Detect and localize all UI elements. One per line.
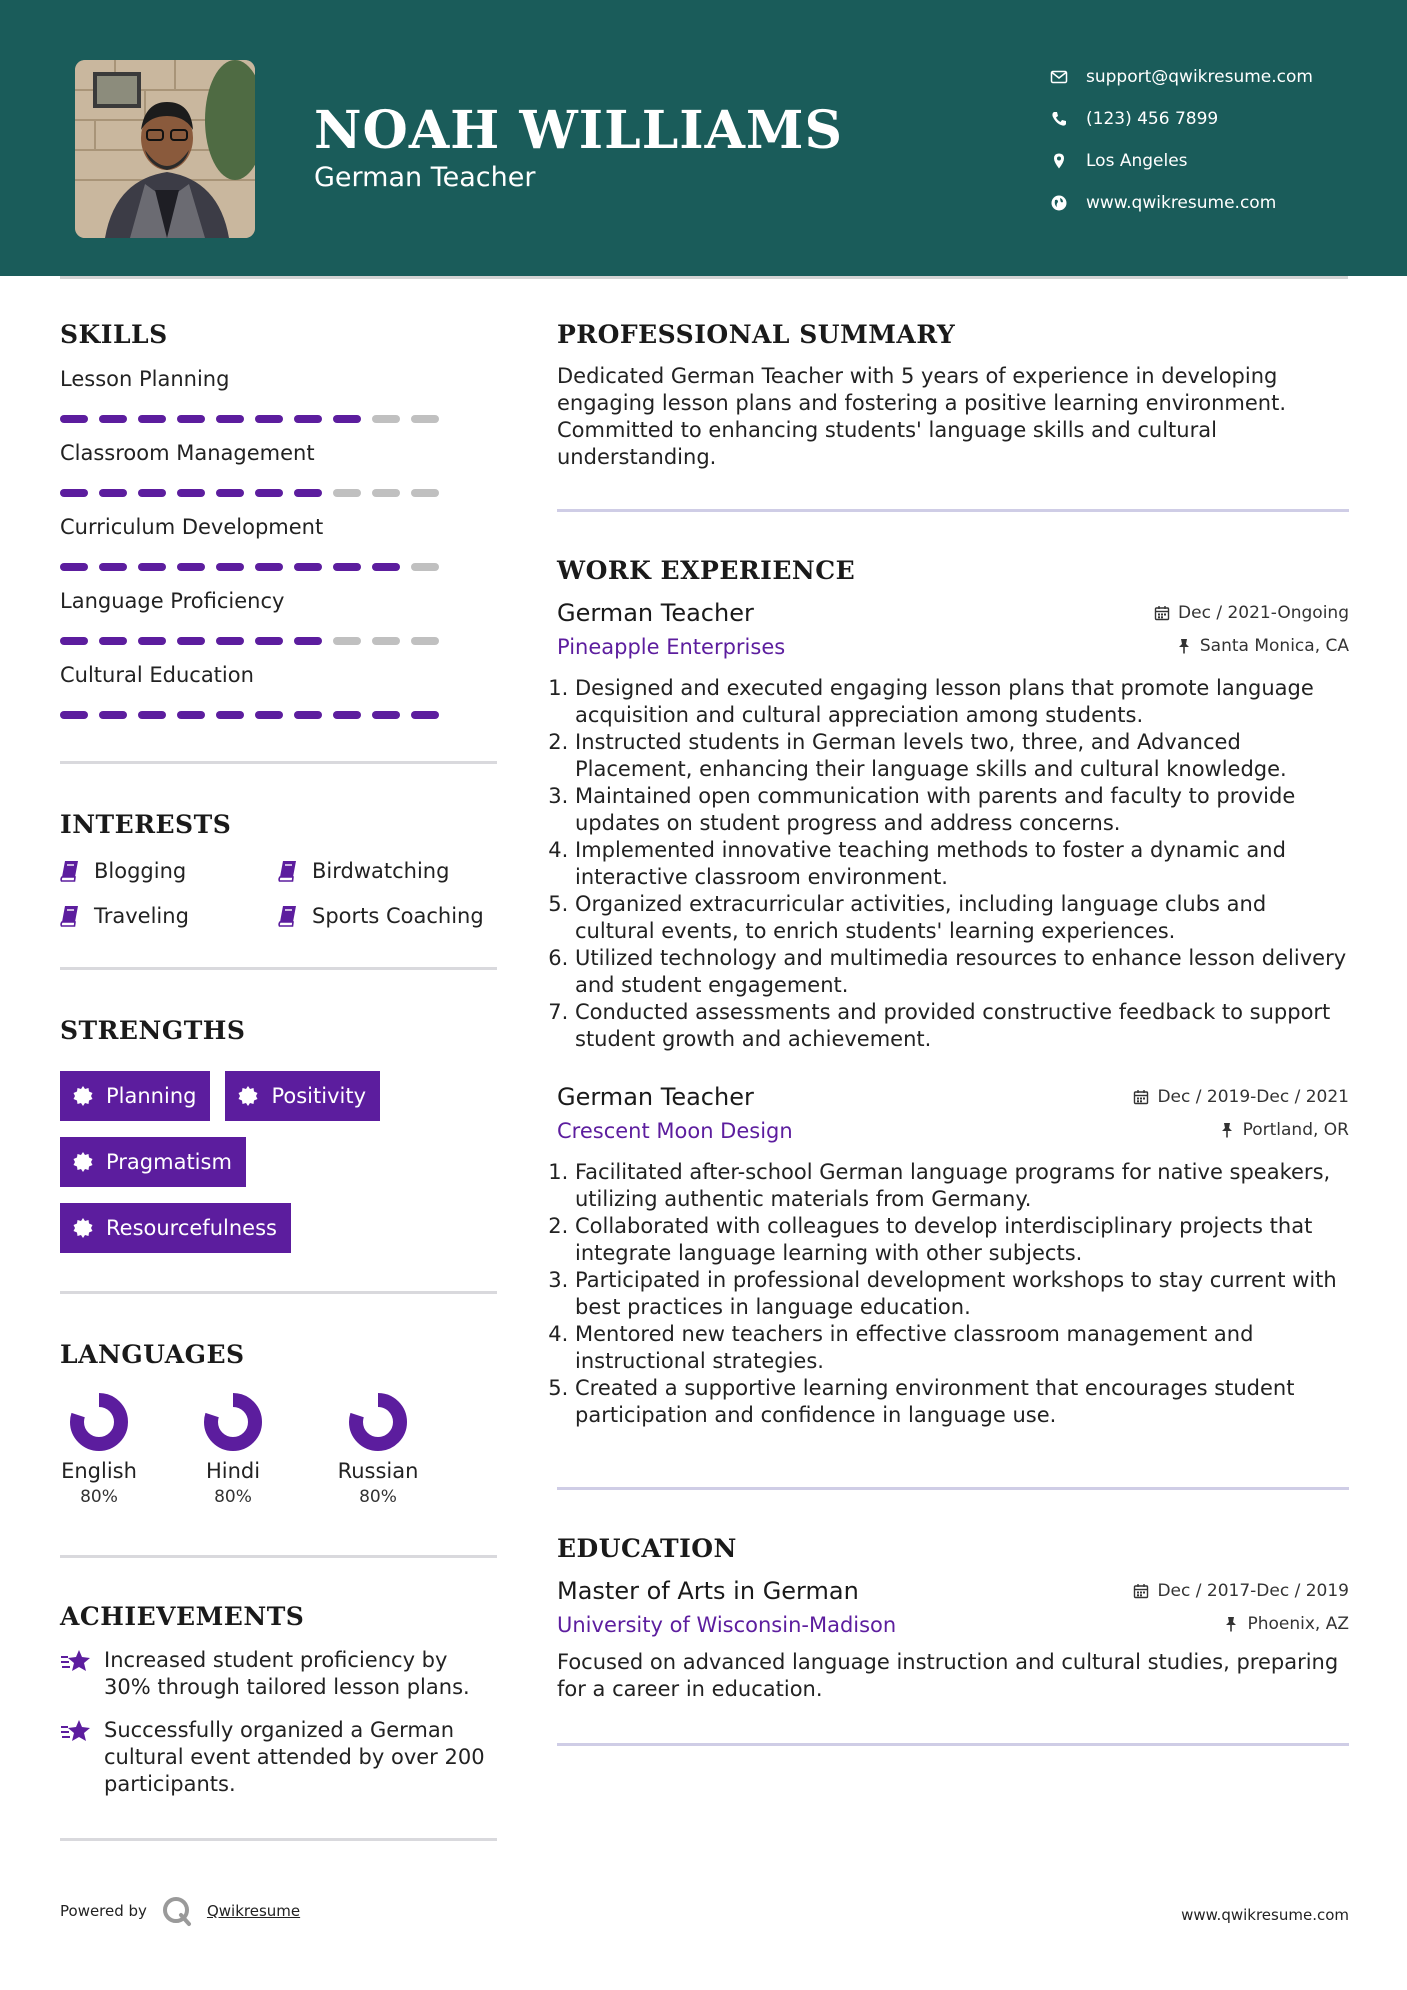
- strength-label: Positivity: [271, 1084, 366, 1108]
- header-divider: [60, 276, 1348, 279]
- contact-email-text: support@qwikresume.com: [1086, 67, 1313, 87]
- language-item: [60, 1391, 138, 1507]
- job-dates: [1133, 1087, 1349, 1107]
- skill-dot-filled: [60, 489, 88, 497]
- skill-dot-empty: [411, 637, 439, 645]
- skill-dot-filled: [294, 563, 322, 571]
- achievement-text: Successfully organized a German cultural event attended by over 200 participants.: [104, 1718, 485, 1796]
- language-ring-arc: [77, 1400, 121, 1444]
- badge-star-icon: [237, 1085, 259, 1107]
- skill-dot-filled: [60, 563, 88, 571]
- skill-dot-filled: [255, 563, 283, 571]
- interest-item: [60, 902, 278, 929]
- education-dates: [1133, 1581, 1349, 1601]
- job-dates-text: Dec / 2021-Ongoing: [1178, 603, 1349, 623]
- achievements-heading: ACHIEVEMENTS: [60, 1602, 305, 1631]
- skill-name: Lesson Planning: [60, 367, 230, 391]
- contact-phone[interactable]: [1050, 98, 1380, 140]
- job-location-text: Portland, OR: [1242, 1120, 1349, 1140]
- job-bullet: 4. Mentored new teachers in effective classroom management and instructional strategies.: [575, 1321, 1349, 1375]
- contact-phone-text: (123) 456 7899: [1086, 109, 1219, 129]
- job-bullet: 2. Collaborated with colleagues to develop interdisciplinary projects that integrate language learning with other subjects.: [575, 1213, 1349, 1267]
- job-bullet: 4. Implemented innovative teaching methods to foster a dynamic and interactive classroom environment.: [575, 837, 1349, 891]
- interest-label: Traveling: [94, 903, 189, 928]
- education-heading: EDUCATION: [557, 1534, 737, 1563]
- job-bullet: 1. Designed and executed engaging lesson plans that promote language acquisition and cultural appreciation among students.: [575, 675, 1349, 729]
- skill-dot-empty: [333, 637, 361, 645]
- section-divider: [60, 1838, 497, 1841]
- book-icon: [278, 905, 298, 927]
- job-bullet: 6. Utilized technology and multimedia resources to enhance lesson delivery and student engagement.: [575, 945, 1349, 999]
- skill-level-bar: [60, 637, 497, 645]
- job-entry: [557, 599, 1349, 1053]
- achievement-text: Increased student proficiency by 30% through tailored lesson plans.: [104, 1648, 470, 1699]
- contact-location: [1050, 140, 1380, 182]
- skill-dot-filled: [255, 711, 283, 719]
- skill-dot-filled: [138, 415, 166, 423]
- achievement-item: [60, 1647, 497, 1701]
- job-bullet: 5. Created a supportive learning environment that encourages student participation and confidence in language use.: [575, 1375, 1349, 1429]
- interest-label: Blogging: [94, 858, 187, 883]
- language-ring: [347, 1391, 409, 1453]
- strengths-section: [60, 1016, 497, 1269]
- skill-dot-filled: [294, 415, 322, 423]
- skill-dot-filled: [333, 415, 361, 423]
- education-section: [557, 1534, 1349, 1703]
- skill-dot-filled: [60, 637, 88, 645]
- skill-dot-filled: [255, 415, 283, 423]
- skill-dot-filled: [333, 563, 361, 571]
- strength-badge: [225, 1071, 380, 1121]
- interests-list: [60, 857, 497, 929]
- skill-dot-filled: [216, 489, 244, 497]
- right-column: [557, 320, 1349, 1746]
- phone-icon: [1050, 110, 1068, 128]
- job-bullet: 7. Conducted assessments and provided constructive feedback to support student growth and achievement.: [575, 999, 1349, 1053]
- job-dates: [1154, 603, 1349, 623]
- interest-item: [60, 857, 278, 884]
- section-divider: [60, 1291, 497, 1294]
- language-percent: 80%: [359, 1487, 397, 1507]
- badge-star-icon: [72, 1151, 94, 1173]
- company-name: Crescent Moon Design: [557, 1119, 793, 1143]
- section-divider: [557, 1487, 1349, 1490]
- language-name: English: [61, 1459, 137, 1483]
- profile-photo: [75, 60, 255, 238]
- skill-dot-empty: [411, 415, 439, 423]
- skill-dot-empty: [372, 489, 400, 497]
- qwikresume-link[interactable]: Qwikresume: [206, 1902, 301, 1920]
- achievements-section: [60, 1602, 497, 1798]
- calendar-icon: [1133, 1583, 1149, 1599]
- skill-dot-filled: [99, 563, 127, 571]
- skill-level-bar: [60, 563, 497, 571]
- contact-email[interactable]: [1050, 56, 1380, 98]
- education-location-text: Phoenix, AZ: [1247, 1614, 1349, 1634]
- pushpin-icon: [1176, 638, 1192, 654]
- skill-name: Curriculum Development: [60, 515, 324, 539]
- location-pin-icon: [1050, 152, 1068, 170]
- education-location: [1223, 1614, 1349, 1634]
- skill-dot-filled: [138, 563, 166, 571]
- achievement-item: [60, 1717, 497, 1798]
- job-entry: [557, 1083, 1349, 1429]
- badge-star-icon: [72, 1217, 94, 1239]
- language-percent: 80%: [80, 1487, 118, 1507]
- strength-label: Resourcefulness: [106, 1216, 277, 1240]
- skill-level-bar: [60, 415, 497, 423]
- skill-dot-filled: [255, 637, 283, 645]
- skill-dot-filled: [216, 711, 244, 719]
- resume-header: [0, 0, 1407, 276]
- skill-dot-filled: [177, 563, 205, 571]
- summary-section: [557, 320, 1349, 471]
- mail-icon: [1050, 68, 1068, 86]
- skill-dot-empty: [333, 489, 361, 497]
- contact-website[interactable]: [1050, 182, 1380, 224]
- skill-dot-filled: [177, 489, 205, 497]
- footer-website[interactable]: www.qwikresume.com: [1181, 1906, 1349, 1924]
- summary-text: Dedicated German Teacher with 5 years of experience in developing engaging lesson plans and fostering a positive learning environment. Committed to enhancing students' language skills and cultural understanding.: [557, 364, 1286, 469]
- skill-dot-filled: [177, 711, 205, 719]
- skill-dot-filled: [60, 415, 88, 423]
- skill-dot-filled: [99, 415, 127, 423]
- skill-dot-empty: [372, 637, 400, 645]
- skill-dot-filled: [411, 711, 439, 719]
- section-divider: [60, 761, 497, 764]
- skill-dot-filled: [99, 711, 127, 719]
- language-ring: [68, 1391, 130, 1453]
- company-name: Pineapple Enterprises: [557, 635, 786, 659]
- skill-level-bar: [60, 711, 497, 719]
- education-text: Focused on advanced language instruction and cultural studies, preparing for a career in education.: [557, 1650, 1339, 1701]
- school-name: University of Wisconsin-Madison: [557, 1613, 897, 1637]
- job-bullet: 2. Instructed students in German levels two, three, and Advanced Placement, enhancing their language skills and cultural knowledge.: [575, 729, 1349, 783]
- skill-dot-filled: [372, 563, 400, 571]
- skill-dot-filled: [255, 489, 283, 497]
- job-location-text: Santa Monica, CA: [1199, 636, 1349, 656]
- candidate-title: German Teacher: [314, 162, 536, 193]
- language-name: Hindi: [205, 1459, 261, 1483]
- interest-label: Sports Coaching: [312, 903, 484, 928]
- book-icon: [278, 860, 298, 882]
- star-trophy-icon: [60, 1717, 94, 1747]
- skill-dot-filled: [333, 711, 361, 719]
- job-dates-text: Dec / 2019-Dec / 2021: [1157, 1087, 1349, 1107]
- languages-list: [60, 1391, 497, 1507]
- experience-section: [557, 556, 1349, 1429]
- skills-list: [60, 367, 497, 719]
- skill-dot-filled: [294, 711, 322, 719]
- job-bullets: [557, 1159, 1349, 1429]
- language-item: [194, 1391, 272, 1507]
- summary-heading: PROFESSIONAL SUMMARY: [557, 320, 956, 349]
- skill-dot-filled: [138, 489, 166, 497]
- language-ring-arc: [211, 1400, 255, 1444]
- strength-badge: [60, 1203, 291, 1253]
- skill-dot-empty: [372, 415, 400, 423]
- interest-item: [278, 902, 496, 929]
- skill-dot-filled: [216, 637, 244, 645]
- section-divider: [557, 509, 1349, 512]
- strength-label: Pragmatism: [106, 1150, 232, 1174]
- book-icon: [60, 905, 80, 927]
- powered-by-label: Powered by: [60, 1902, 147, 1920]
- contact-list: [1050, 56, 1380, 224]
- experience-heading: WORK EXPERIENCE: [557, 556, 856, 585]
- education-dates-text: Dec / 2017-Dec / 2019: [1157, 1581, 1349, 1601]
- skill-dot-empty: [411, 563, 439, 571]
- language-percent: 80%: [214, 1487, 252, 1507]
- skill-dot-filled: [60, 711, 88, 719]
- strength-badge: [60, 1071, 210, 1121]
- job-location: [1176, 636, 1349, 656]
- calendar-icon: [1133, 1089, 1149, 1105]
- skill-dot-filled: [372, 711, 400, 719]
- skill-dot-empty: [411, 489, 439, 497]
- skill-name: Cultural Education: [60, 663, 254, 687]
- skills-section: [60, 320, 497, 719]
- job-location: [1219, 1120, 1349, 1140]
- strengths-list: [60, 1071, 497, 1269]
- languages-section: [60, 1340, 497, 1507]
- job-bullet: 3. Participated in professional development workshops to stay current with best practices in language education.: [575, 1267, 1349, 1321]
- section-divider: [60, 1555, 497, 1558]
- job-bullet: 1. Facilitated after-school German language programs for native speakers, utilizing authentic materials from Germany.: [575, 1159, 1349, 1213]
- skill-dot-filled: [216, 563, 244, 571]
- skill-dot-filled: [138, 711, 166, 719]
- globe-icon: [1050, 194, 1068, 212]
- skill-dot-filled: [294, 489, 322, 497]
- skill-dot-filled: [177, 637, 205, 645]
- book-icon: [60, 860, 80, 882]
- job-title: German Teacher: [557, 599, 754, 627]
- skills-heading: SKILLS: [60, 320, 168, 349]
- footer-powered-by: [60, 1895, 300, 1927]
- skill-dot-filled: [99, 637, 127, 645]
- skill-dot-filled: [216, 415, 244, 423]
- star-trophy-icon: [60, 1647, 94, 1677]
- section-divider: [60, 967, 497, 970]
- language-name: Russian: [337, 1459, 419, 1483]
- job-title: German Teacher: [557, 1083, 754, 1111]
- badge-star-icon: [72, 1085, 94, 1107]
- pushpin-icon: [1219, 1122, 1235, 1138]
- job-bullet: 5. Organized extracurricular activities, including language clubs and cultural events, to enrich students' learning experiences.: [575, 891, 1349, 945]
- candidate-name: NOAH WILLIAMS: [314, 100, 844, 161]
- strength-label: Planning: [106, 1084, 197, 1108]
- contact-website-text: www.qwikresume.com: [1086, 193, 1277, 213]
- job-bullets: [557, 675, 1349, 1053]
- language-ring-arc: [356, 1400, 400, 1444]
- skill-name: Classroom Management: [60, 441, 315, 465]
- section-divider: [557, 1743, 1349, 1746]
- interest-item: [278, 857, 496, 884]
- interests-section: [60, 810, 497, 929]
- skill-level-bar: [60, 489, 497, 497]
- skill-dot-filled: [294, 637, 322, 645]
- languages-heading: LANGUAGES: [60, 1340, 245, 1369]
- job-bullet: 3. Maintained open communication with parents and faculty to provide updates on student progress and address concerns.: [575, 783, 1349, 837]
- qwikresume-logo-icon: [161, 1895, 193, 1927]
- degree-title: Master of Arts in German: [557, 1577, 859, 1605]
- interest-label: Birdwatching: [312, 858, 450, 883]
- pushpin-icon: [1223, 1616, 1239, 1632]
- skill-dot-filled: [177, 415, 205, 423]
- skill-dot-filled: [138, 637, 166, 645]
- contact-location-text: Los Angeles: [1086, 151, 1188, 171]
- left-column: [60, 320, 497, 1841]
- language-ring: [202, 1391, 264, 1453]
- interests-heading: INTERESTS: [60, 810, 232, 839]
- language-item: [336, 1391, 420, 1507]
- strengths-heading: STRENGTHS: [60, 1016, 246, 1045]
- strength-badge: [60, 1137, 246, 1187]
- skill-name: Language Proficiency: [60, 589, 285, 613]
- skill-dot-filled: [99, 489, 127, 497]
- calendar-icon: [1154, 605, 1170, 621]
